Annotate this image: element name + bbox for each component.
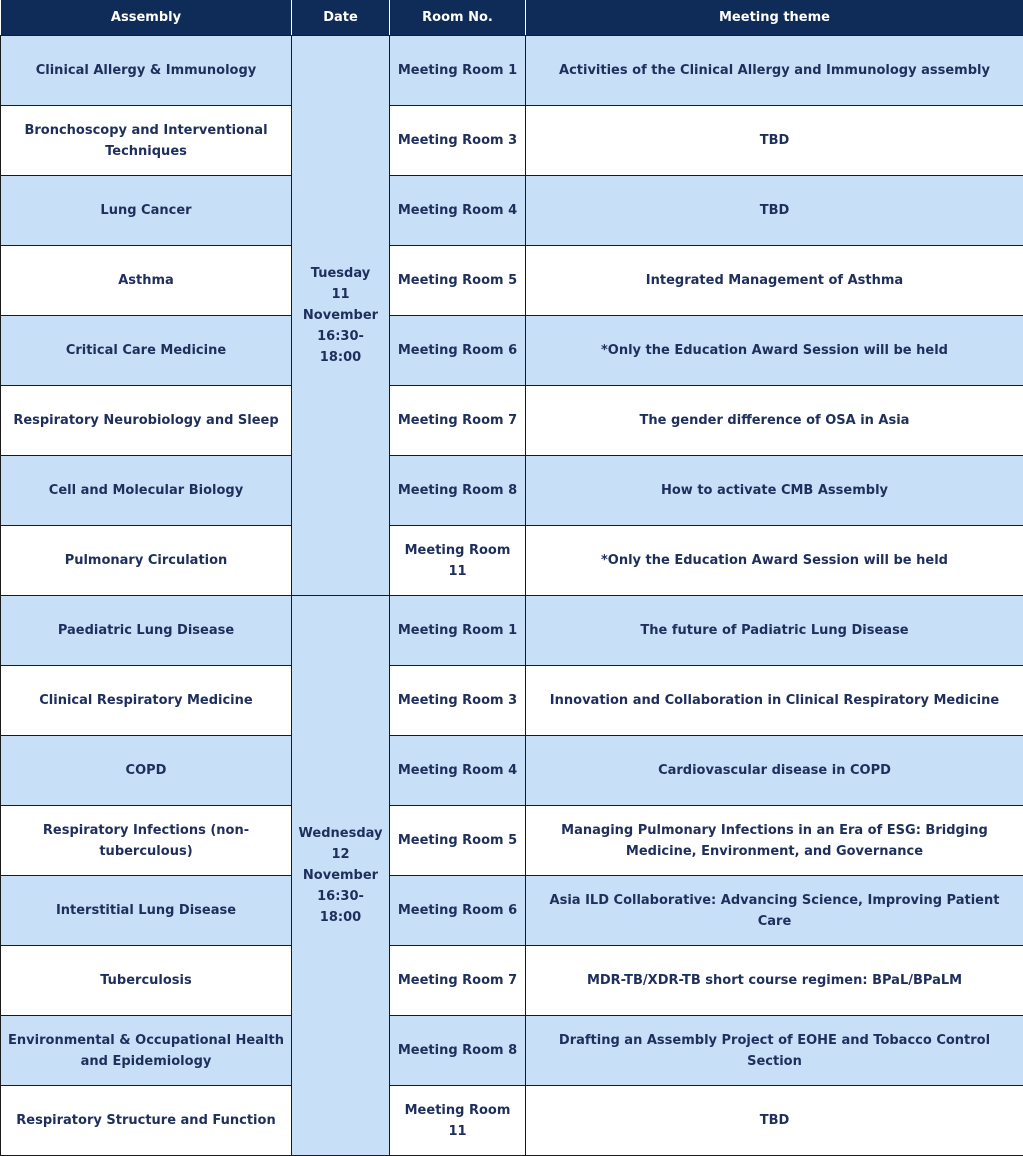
room-cell: Meeting Room 7	[390, 386, 526, 456]
date-cell	[292, 596, 390, 1156]
header-room: Room No.	[390, 0, 526, 36]
table-row	[1, 1016, 1023, 1086]
table-row	[1, 316, 1023, 386]
header-date: Date	[292, 0, 390, 36]
theme-cell: *Only the Education Award Session will be held	[526, 316, 1023, 386]
date-cell	[292, 36, 390, 596]
room-cell: Meeting Room 7	[390, 946, 526, 1016]
assembly-cell: Respiratory Neurobiology and Sleep	[1, 386, 292, 456]
table-row	[1, 1086, 1023, 1156]
room-cell: Meeting Room 4	[390, 736, 526, 806]
assembly-cell: Environmental & Occupational Health and Epidemiology	[1, 1016, 292, 1086]
room-cell: Meeting Room 5	[390, 246, 526, 316]
table-row	[1, 526, 1023, 596]
room-cell: Meeting Room 4	[390, 176, 526, 246]
table-row	[1, 736, 1023, 806]
theme-cell: The future of Padiatric Lung Disease	[526, 596, 1023, 666]
header-theme: Meeting theme	[526, 0, 1023, 36]
room-cell: Meeting Room 6	[390, 876, 526, 946]
assembly-cell: Asthma	[1, 246, 292, 316]
assembly-cell: Lung Cancer	[1, 176, 292, 246]
date-num: 11	[331, 287, 350, 302]
table-row	[1, 946, 1023, 1016]
date-month: November	[302, 868, 379, 883]
table-row	[1, 806, 1023, 876]
header-assembly: Assembly	[1, 0, 292, 36]
assembly-cell: Respiratory Structure and Function	[1, 1086, 292, 1156]
table-row	[1, 876, 1023, 946]
date-time: 16:30-18:00	[317, 889, 364, 925]
room-cell: Meeting Room 6	[390, 316, 526, 386]
assembly-cell: Pulmonary Circulation	[1, 526, 292, 596]
assembly-cell: Bronchoscopy and Interventional Techniques	[1, 106, 292, 176]
theme-cell: MDR-TB/XDR-TB short course regimen: BPaL/BPaLM	[526, 946, 1023, 1016]
room-cell: Meeting Room 8	[390, 1016, 526, 1086]
date-time: 16:30-18:00	[317, 329, 364, 365]
assembly-cell: Critical Care Medicine	[1, 316, 292, 386]
assembly-cell: Cell and Molecular Biology	[1, 456, 292, 526]
room-cell: Meeting Room 11	[390, 1086, 526, 1156]
theme-cell: Managing Pulmonary Infections in an Era of ESG: Bridging Medicine, Environment, and Governance	[526, 806, 1023, 876]
theme-cell: Activities of the Clinical Allergy and Immunology assembly	[526, 36, 1023, 106]
date-day: Tuesday	[310, 266, 371, 281]
theme-cell: TBD	[526, 1086, 1023, 1156]
table-row	[1, 106, 1023, 176]
theme-cell: Asia ILD Collaborative: Advancing Science, Improving Patient Care	[526, 876, 1023, 946]
assembly-cell: COPD	[1, 736, 292, 806]
room-cell: Meeting Room 1	[390, 36, 526, 106]
assembly-cell: Tuberculosis	[1, 946, 292, 1016]
table-row	[1, 386, 1023, 456]
assembly-cell: Interstitial Lung Disease	[1, 876, 292, 946]
assembly-cell: Paediatric Lung Disease	[1, 596, 292, 666]
header-row	[1, 0, 1023, 36]
theme-cell: TBD	[526, 106, 1023, 176]
table-row	[1, 36, 1023, 106]
table-row	[1, 246, 1023, 316]
theme-cell: The gender difference of OSA in Asia	[526, 386, 1023, 456]
table-row	[1, 456, 1023, 526]
assembly-cell: Clinical Respiratory Medicine	[1, 666, 292, 736]
theme-cell: Drafting an Assembly Project of EOHE and Tobacco Control Section	[526, 1016, 1023, 1086]
room-cell: Meeting Room 5	[390, 806, 526, 876]
theme-cell: How to activate CMB Assembly	[526, 456, 1023, 526]
date-day: Wednesday	[298, 826, 383, 841]
theme-cell: Cardiovascular disease in COPD	[526, 736, 1023, 806]
room-cell: Meeting Room 11	[390, 526, 526, 596]
date-month: November	[302, 308, 379, 323]
room-cell: Meeting Room 3	[390, 106, 526, 176]
date-num: 12	[331, 847, 350, 862]
table-row	[1, 666, 1023, 736]
room-cell: Meeting Room 8	[390, 456, 526, 526]
table-row	[1, 596, 1023, 666]
theme-cell: *Only the Education Award Session will be held	[526, 526, 1023, 596]
theme-cell: Innovation and Collaboration in Clinical Respiratory Medicine	[526, 666, 1023, 736]
room-cell: Meeting Room 3	[390, 666, 526, 736]
assembly-cell: Respiratory Infections (non-tuberculous)	[1, 806, 292, 876]
theme-cell: Integrated Management of Asthma	[526, 246, 1023, 316]
assembly-cell: Clinical Allergy & Immunology	[1, 36, 292, 106]
table-row	[1, 176, 1023, 246]
theme-cell: TBD	[526, 176, 1023, 246]
room-cell: Meeting Room 1	[390, 596, 526, 666]
